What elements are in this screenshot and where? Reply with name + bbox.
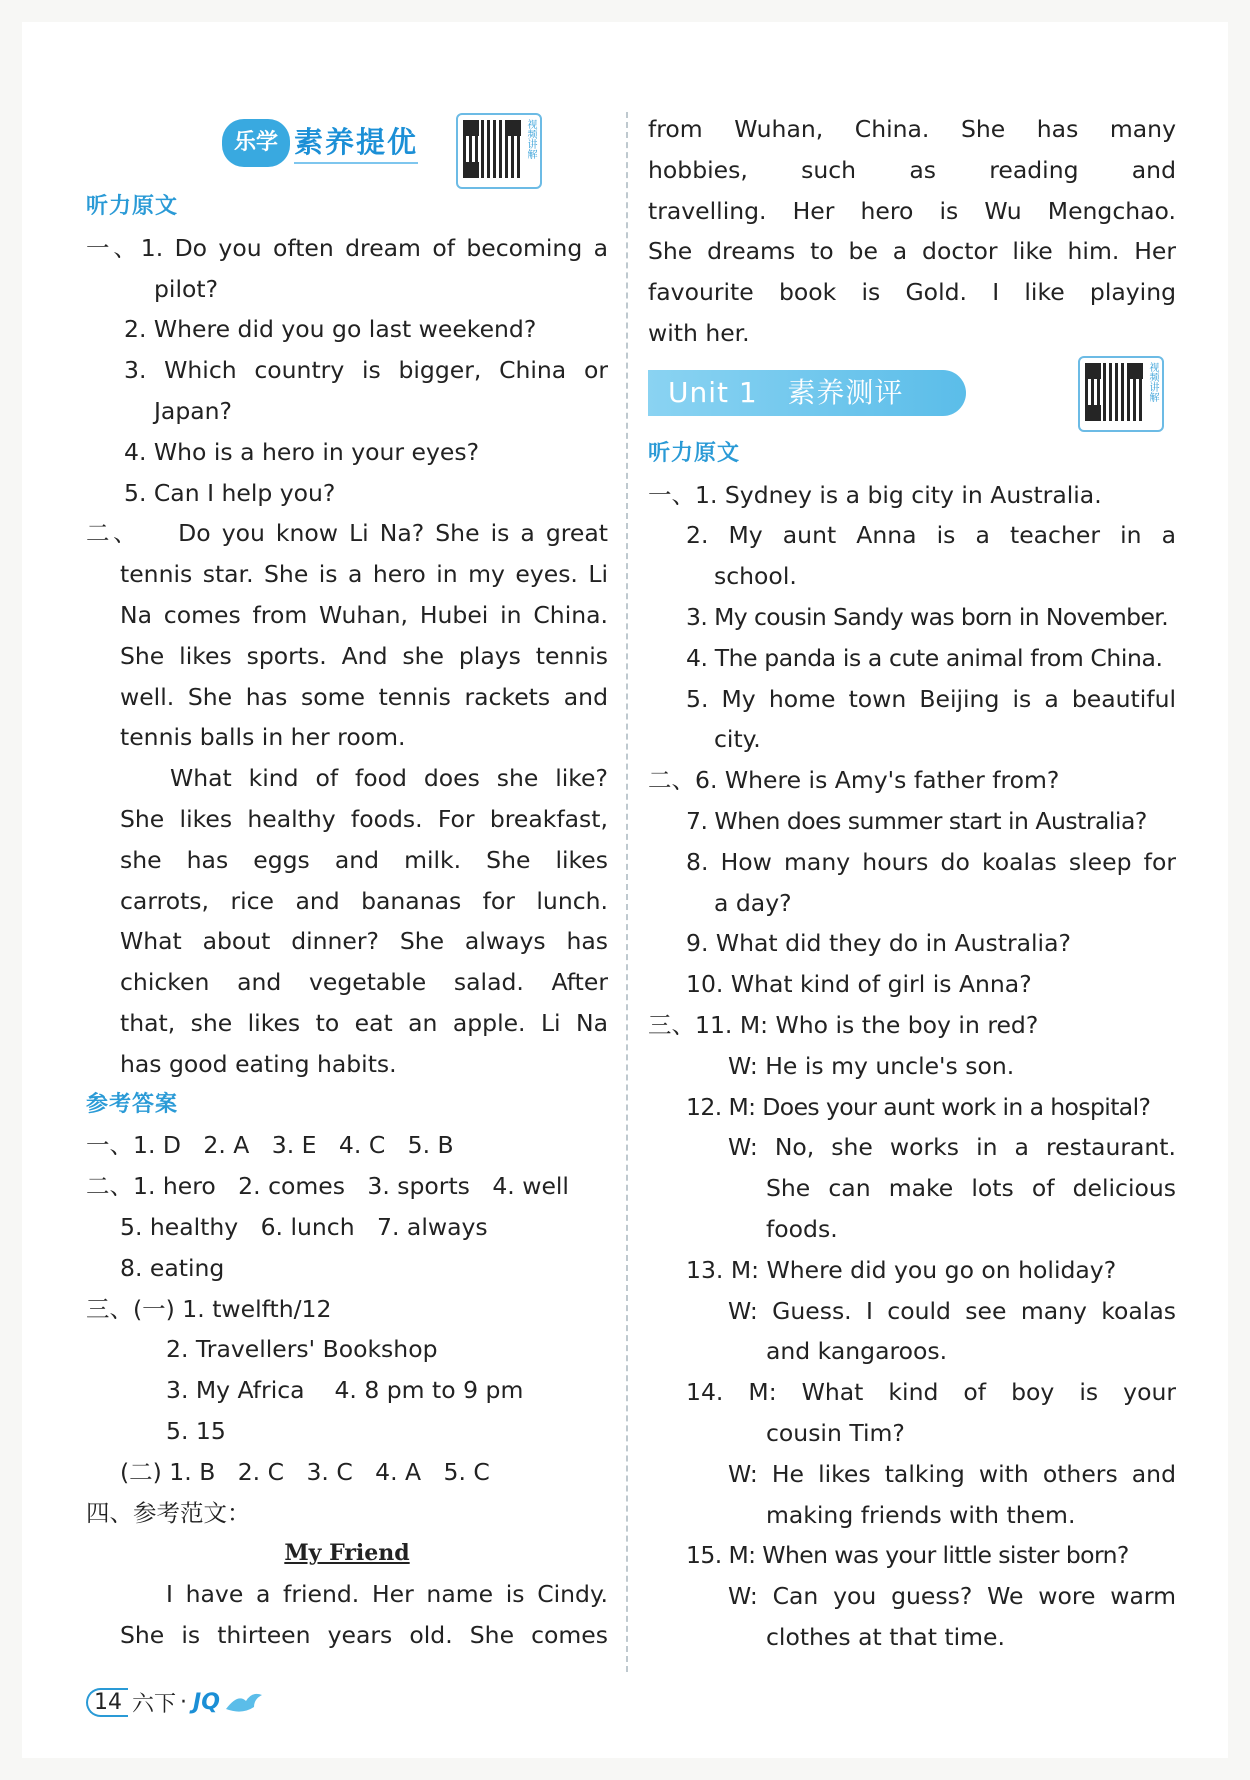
section-banner (86, 109, 608, 187)
qr-code-label: 视频讲解 (525, 119, 536, 159)
essay-continued-line: hobbies, such as reading and (648, 155, 1176, 184)
part2-line: chicken and vegetable salad. After (120, 968, 608, 997)
listening-heading: 听力原文 (86, 194, 179, 219)
r-part3-line: and kangaroos. (766, 1337, 948, 1366)
r-part3-line: cousin Tim? (766, 1418, 905, 1447)
part1-q1: 一、1. Do you often dream of becoming a (86, 233, 608, 262)
answer-line: (二) 1. B 2. C 3. C 4. A 5. C (120, 1457, 490, 1486)
part1-q3-cont: Japan? (154, 396, 233, 425)
r-part2-line: a day? (714, 888, 792, 917)
r-part3-line: 三、11. M: Who is the boy in red? (648, 1010, 1039, 1039)
part2-line: What kind of food does she like? (170, 764, 608, 793)
part1-q2: 2. Where did you go last weekend? (124, 315, 537, 344)
r-part3-line: W: Can you guess? We wore warm (728, 1582, 1176, 1611)
essay-continued-line: She dreams to be a doctor like him. Her (648, 237, 1176, 266)
part2-line: carrots, rice and bananas for lunch. (120, 886, 608, 915)
qr-code-image (1085, 363, 1143, 421)
essay-continued-line: travelling. Her hero is Wu Mengchao. (648, 196, 1176, 225)
r-part3-line: W: Guess. I could see many koalas (728, 1296, 1176, 1325)
answer-line: 5. healthy 6. lunch 7. always (120, 1212, 488, 1241)
answer-line: 三、(一) 1. twelfth/12 (86, 1294, 332, 1323)
r-part3-line: 13. M: Where did you go on holiday? (686, 1255, 1117, 1284)
essay-line: She is thirteen years old. She comes (120, 1620, 608, 1649)
part2-line: She likes sports. And she plays tennis (120, 641, 608, 670)
essay-title: My Friend (284, 1540, 410, 1567)
qr-code[interactable] (1078, 356, 1164, 432)
r-part1-line: 3. My cousin Sandy was born in November. (686, 602, 1169, 631)
r-part1-line: 5. My home town Beijing is a beautiful (686, 684, 1176, 713)
answer-line: 5. 15 (166, 1416, 226, 1445)
page (22, 22, 1228, 1758)
answers-heading: 参考答案 (86, 1091, 179, 1117)
r-part3-line: She can make lots of delicious (766, 1174, 1176, 1203)
part1-q3: 3. Which country is bigger, China or (124, 356, 608, 385)
part2-line: tennis star. She is a hero in my eyes. Li (120, 560, 608, 589)
essay-line: I have a friend. Her name is Cindy. (166, 1580, 608, 1609)
part1-q1-cont: pilot? (154, 274, 219, 303)
r-part1-line: city. (714, 725, 761, 754)
r-part3-line: foods. (766, 1214, 838, 1243)
column-divider (626, 112, 628, 1672)
r-part2-line: 8. How many hours do koalas sleep for (686, 847, 1176, 876)
section-badge: 乐学 (222, 119, 290, 168)
part1-q4: 4. Who is a hero in your eyes? (124, 437, 480, 466)
r-part2-line: 10. What kind of girl is Anna? (686, 970, 1032, 999)
answer-line: 四、参考范文： (86, 1498, 251, 1527)
answer-line: 二、1. hero 2. comes 3. sports 4. well (86, 1172, 569, 1201)
part2-line: Na comes from Wuhan, Hubei in China. (120, 600, 608, 629)
answer-line: 3. My Africa 4. 8 pm to 9 pm (166, 1376, 524, 1405)
qr-code-label: 视频讲解 (1147, 361, 1158, 402)
part2-line: that, she likes to eat an apple. Li Na (120, 1008, 608, 1037)
r-part3-line: W: He likes talking with others and (728, 1459, 1176, 1488)
r-part2-line: 9. What did they do in Australia? (686, 929, 1071, 958)
answer-line: 8. eating (120, 1253, 225, 1282)
part2-line: has good eating habits. (120, 1049, 397, 1078)
r-part2-line: 二、6. Where is Amy's father from? (648, 766, 1060, 795)
r-part3-line: 14. M: What kind of boy is your (686, 1378, 1176, 1407)
unit-banner (648, 354, 1176, 434)
part2-line: well. She has some tennis rackets and (120, 682, 608, 711)
essay-continued-line: from Wuhan, China. She has many (648, 115, 1176, 143)
r-part3-line: W: He is my uncle's son. (728, 1051, 1015, 1080)
essay-continued-line: with her. (648, 318, 750, 347)
r-part3-line: 12. M: Does your aunt work in a hospital? (686, 1092, 1151, 1121)
part1-q5: 5. Can I help you? (124, 478, 336, 507)
section-logo (222, 121, 418, 165)
bird-icon (224, 1689, 264, 1715)
part2-line: she has eggs and milk. She likes (120, 845, 608, 874)
part2-line: She likes healthy foods. For breakfast, (120, 804, 608, 833)
page-number: 14 (86, 1688, 128, 1717)
left-column (86, 109, 608, 1656)
r-part1-line: school. (714, 562, 797, 591)
listening-heading: 听力原文 (648, 440, 741, 466)
r-part3-line: clothes at that time. (766, 1622, 1005, 1651)
unit-banner-title: Unit 1 素养测评 (648, 370, 966, 416)
page-footer (86, 1682, 264, 1722)
section-title: 素养提优 (294, 122, 418, 165)
answer-line: 2. Travellers' Bookshop (166, 1335, 438, 1364)
r-part3-line: W: No, she works in a restaurant. (728, 1133, 1176, 1162)
right-column (648, 109, 1176, 1658)
qr-code-image (463, 120, 521, 178)
footer-dot: · (180, 1689, 188, 1715)
answer-line: 一、1. D 2. A 3. E 4. C 5. B (86, 1131, 454, 1160)
r-part1-line: 一、1. Sydney is a big city in Australia. (648, 480, 1102, 509)
grade-label: 六下 (132, 1691, 177, 1717)
brand-logo: JQ (193, 1689, 220, 1715)
part2-line: 二、 Do you know Li Na? She is a great (86, 519, 608, 548)
r-part3-line: making friends with them. (766, 1500, 1076, 1529)
r-part1-line: 2. My aunt Anna is a teacher in a (686, 521, 1176, 550)
qr-code[interactable] (456, 113, 542, 189)
r-part1-line: 4. The panda is a cute animal from China. (686, 643, 1163, 672)
part2-line: What about dinner? She always has (120, 927, 608, 956)
r-part3-line: 15. M: When was your little sister born? (686, 1541, 1129, 1570)
essay-continued-line: favourite book is Gold. I like playing (648, 278, 1176, 307)
r-part2-line: 7. When does summer start in Australia? (686, 806, 1147, 835)
part2-line: tennis balls in her room. (120, 723, 406, 752)
